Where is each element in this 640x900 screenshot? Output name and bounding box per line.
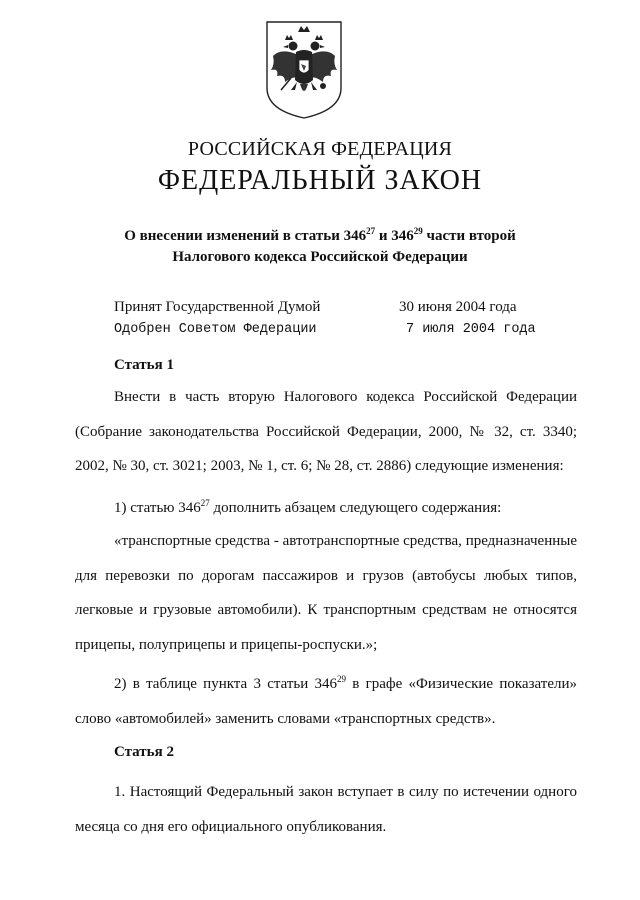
article-2-title: Статья 2 xyxy=(114,744,174,760)
article-2-item-1: 1. Настоящий Федеральный закон вступает в силу по истечении одного месяца со дня его официального опубликования. xyxy=(75,784,577,835)
double-headed-eagle-icon xyxy=(263,18,345,122)
article-1-quote: «транспортные средства - автотранспортные средства, предназначенные для перевозки по дорогам пассажиров и грузов (автобусы любых типов, легковые и грузовые автомобили). К транспортным средствам не относятся прицепы, полуприцепы и прицепы-роспуски.»; xyxy=(75,533,577,653)
coat-of-arms-emblem xyxy=(263,18,345,122)
council-approval-date: 7 июля 2004 года xyxy=(406,322,536,337)
law-subject xyxy=(0,226,640,268)
country-name: РОССИЙСКАЯ ФЕДЕРАЦИЯ xyxy=(187,138,453,160)
article-1-intro: Внести в часть вторую Налогового кодекса Российской Федерации (Собрание законодательства Российской Федерации, 2000, № 32, ст. 3340; 2002, № 30, ст. 3021; 2003, № 1, ст. 6; № 28, ст. 2886) следующие изменения: xyxy=(75,389,577,474)
council-approval-label: Одобрен Советом Федерации xyxy=(114,322,317,337)
subject-line-2: Налогового кодекса Российской Федерации xyxy=(172,249,468,265)
article-1-item-2: 2) в таблице пункта 3 статьи $346^{29}$ в графе «Физические показатели» слово «автомобилей» заменить словами «транспортных средств». xyxy=(75,674,577,727)
duma-adoption-date: 30 июня 2004 года xyxy=(399,299,517,315)
article-1-item-1: 1) статью $346^{27}$ дополнить абзацем следующего содержания: xyxy=(114,498,502,516)
document-type: ФЕДЕРАЛЬНЫЙ ЗАКОН xyxy=(157,165,483,196)
duma-adoption-label: Принят Государственной Думой xyxy=(114,299,321,315)
subject-line-1: О внесении изменений в статьи $346^{27}$ и $346^{29}$ части второй xyxy=(124,226,516,244)
article-1-title: Статья 1 xyxy=(114,357,174,373)
